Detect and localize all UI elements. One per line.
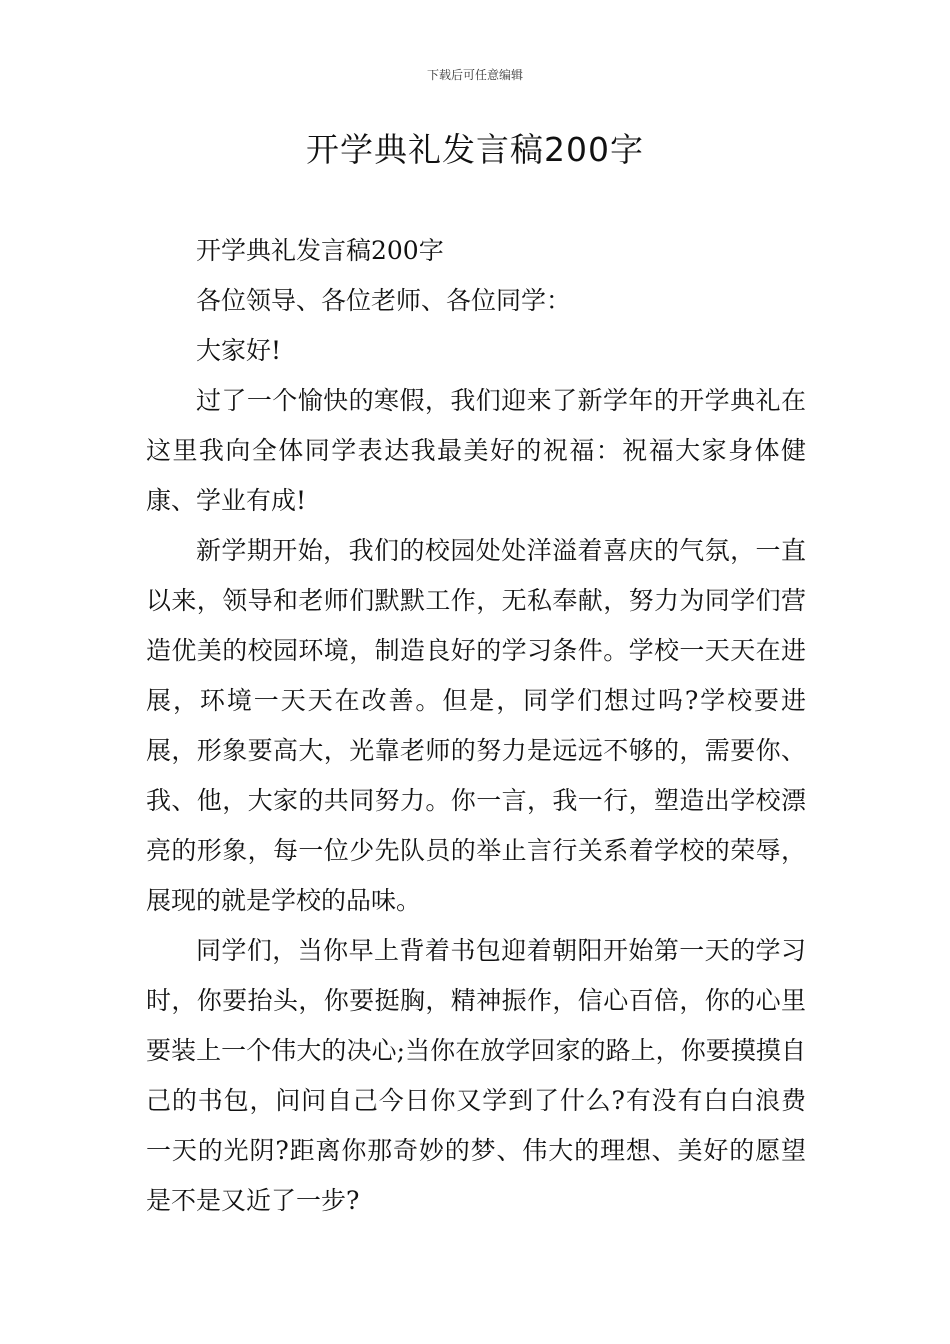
paragraph-body: 同学们，当你早上背着书包迎着朝阳开始第一天的学习时，你要抬头，你要挺胸，精神振作，信心百倍，你的心里要装上一个伟大的决心;当你在放学回家的路上，你要摸摸自己的书包，问问自己今日你又学到了什么?有没有白白浪费一天的光阴?距离你那奇妙的梦、伟大的理想、美好的愿望是不是又近了一步? bbox=[146, 936, 806, 1215]
document-body bbox=[146, 226, 806, 1226]
paragraph-greeting: 大家好! bbox=[196, 336, 282, 365]
document-title: 开学典礼发言稿200字 bbox=[306, 130, 644, 169]
paragraph-subtitle: 开学典礼发言稿200字 bbox=[196, 236, 444, 265]
paragraph-body: 新学期开始，我们的校园处处洋溢着喜庆的气氛，一直以来，领导和老师们默默工作，无私奉献，努力为同学们营造优美的校园环境，制造良好的学习条件。学校一天天在进展，环境一天天在改善。但是，同学们想过吗?学校要进展，形象要高大，光靠老师的努力是远远不够的，需要你、我、他，大家的共同努力。你一言，我一行，塑造出学校漂亮的形象，每一位少先队员的举止言行关系着学校的荣辱，展现的就是学校的品味。 bbox=[146, 536, 806, 915]
paragraph-body: 过了一个愉快的寒假，我们迎来了新学年的开学典礼在这里我向全体同学表达我最美好的祝福：祝福大家身体健康、学业有成! bbox=[146, 386, 806, 515]
paragraph-salutation: 各位领导、各位老师、各位同学： bbox=[196, 286, 572, 315]
header-note: 下载后可任意编辑 bbox=[426, 68, 523, 82]
